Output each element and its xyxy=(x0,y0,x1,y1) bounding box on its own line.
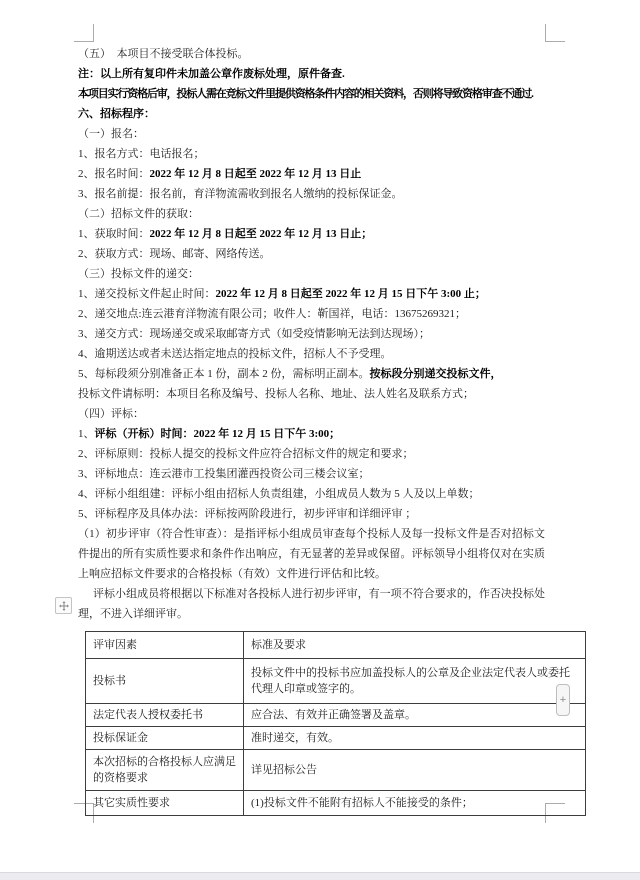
table-cell-factor[interactable]: 本次招标的合格投标人应满足的资格要求 xyxy=(86,750,244,791)
doc-line[interactable]: （一）报名： xyxy=(78,128,144,140)
doc-line[interactable]: 1、评标（开标）时间：2022 年 12 月 15 日下午 3:00； xyxy=(78,428,341,440)
document-body xyxy=(78,44,570,816)
table-insert-button[interactable] xyxy=(556,684,570,716)
text-boundary-mark-top-right xyxy=(545,24,565,42)
plus-icon: + xyxy=(559,694,567,706)
doc-line[interactable]: 1、获取时间：2022 年 12 月 8 日起至 2022 年 12 月 13 日止； xyxy=(78,228,373,240)
table-row xyxy=(86,704,586,727)
doc-line[interactable]: 3、评标地点：连云港市工投集团灌西投资公司三楼会议室； xyxy=(78,468,370,480)
table-header-row xyxy=(86,632,586,659)
doc-line[interactable]: 2、评标原则：投标人提交的投标文件应符合招标文件的规定和要求； xyxy=(78,448,414,460)
doc-line[interactable]: （二）招标文件的获取： xyxy=(78,208,199,220)
doc-line[interactable]: 3、报名前提：报名前，育洋物流需收到报名人缴纳的投标保证金。 xyxy=(78,188,403,200)
table-header-requirement[interactable]: 标准及要求 xyxy=(244,632,586,659)
doc-line[interactable]: （四）评标： xyxy=(78,408,144,420)
table-row xyxy=(86,727,586,750)
doc-paragraph[interactable]: 评标小组成员将根据以下标准对各投标人进行初步评审，有一项不符合要求的，作否决投标处理，不进入详细评审。 xyxy=(78,588,545,620)
table-cell-requirement[interactable]: 准时递交，有效。 xyxy=(244,727,586,750)
doc-line[interactable]: 5、评标程序及具体办法：评标按两阶段进行，初步评审和详细评审 ； xyxy=(78,508,417,520)
doc-line[interactable]: 2、获取方式：现场、邮寄、网络传送。 xyxy=(78,248,271,260)
text-boundary-mark-top-left xyxy=(74,24,94,42)
table-cell-factor[interactable]: 投标保证金 xyxy=(86,727,244,750)
doc-paragraph[interactable]: （1）初步评审（符合性审查）：是指评标小组成员审查每个投标人及每一投标文件是否对招标文件提出的所有实质性要求和条件作出响应，有无显著的差异或保留。评标领导小组将仅对在实质上响应招标文件要求的合格投标（有效）文件进行评估和比较。 xyxy=(78,528,545,580)
table-header-factor[interactable]: 评审因素 xyxy=(86,632,244,659)
doc-line[interactable]: 注：以上所有复印件未加盖公章作废标处理，原件备查. xyxy=(78,68,345,80)
doc-line[interactable]: 4、评标小组组建：评标小组由招标人负责组建，小组成员人数为 5 人及以上单数； xyxy=(78,488,480,500)
doc-line[interactable]: 2、报名时间：2022 年 12 月 8 日起至 2022 年 12 月 13 日止 xyxy=(78,168,362,180)
table-row xyxy=(86,659,586,704)
page-gap xyxy=(0,872,640,880)
table-row xyxy=(86,750,586,791)
doc-line[interactable]: 3、递交方式：现场递交或采取邮寄方式（如受疫情影响无法到达现场）； xyxy=(78,328,430,340)
doc-line[interactable]: （五） 本项目不接受联合体投标。 xyxy=(78,48,249,60)
doc-line[interactable]: 1、报名方式：电话报名； xyxy=(78,148,205,160)
doc-line[interactable]: 本项目实行资格后审，投标人需在竞标文件里提供资格条件内容的相关资料，否则将导致资格审查不通过. xyxy=(78,88,533,100)
doc-line[interactable]: 投标文件请标明：本项目名称及编号、投标人名称、地址、法人姓名及联系方式； xyxy=(78,388,474,400)
doc-line[interactable]: 2、递交地点:连云港育洋物流有限公司；收件人：靳国祥，电话：13675269321； xyxy=(78,308,467,320)
table-cell-requirement[interactable]: 应合法、有效并正确签署及盖章。 xyxy=(244,704,586,727)
table-move-handle[interactable] xyxy=(55,597,72,614)
review-criteria-table xyxy=(85,631,586,816)
table-row xyxy=(86,791,586,816)
table-cell-requirement[interactable]: 投标文件中的投标书应加盖投标人的公章及企业法定代表人或委托代理人印章或签字的。 xyxy=(244,659,586,704)
table-cell-factor[interactable]: 其它实质性要求 xyxy=(86,791,244,816)
doc-line[interactable]: 4、逾期送达或者未送达指定地点的投标文件，招标人不予受理。 xyxy=(78,348,392,360)
table-cell-requirement[interactable]: 详见招标公告 xyxy=(244,750,586,791)
doc-line[interactable]: 1、递交投标文件起止时间：2022 年 12 月 8 日起至 2022 年 12 月 15 日下午 3:00 止； xyxy=(78,288,486,300)
doc-line[interactable]: （三）投标文件的递交： xyxy=(78,268,199,280)
table-cell-factor[interactable]: 投标书 xyxy=(86,659,244,704)
four-way-arrow-icon xyxy=(59,601,69,611)
table-cell-requirement[interactable]: (1)投标文件不能附有招标人不能接受的条件； xyxy=(244,791,586,816)
doc-section-heading[interactable]: 六、招标程序： xyxy=(78,108,155,120)
doc-line[interactable]: 5、每标段须分别准备正本 1 份，副本 2 份，需标明正副本。按标段分别递交投标文件， xyxy=(78,368,502,380)
table-cell-factor[interactable]: 法定代表人授权委托书 xyxy=(86,704,244,727)
